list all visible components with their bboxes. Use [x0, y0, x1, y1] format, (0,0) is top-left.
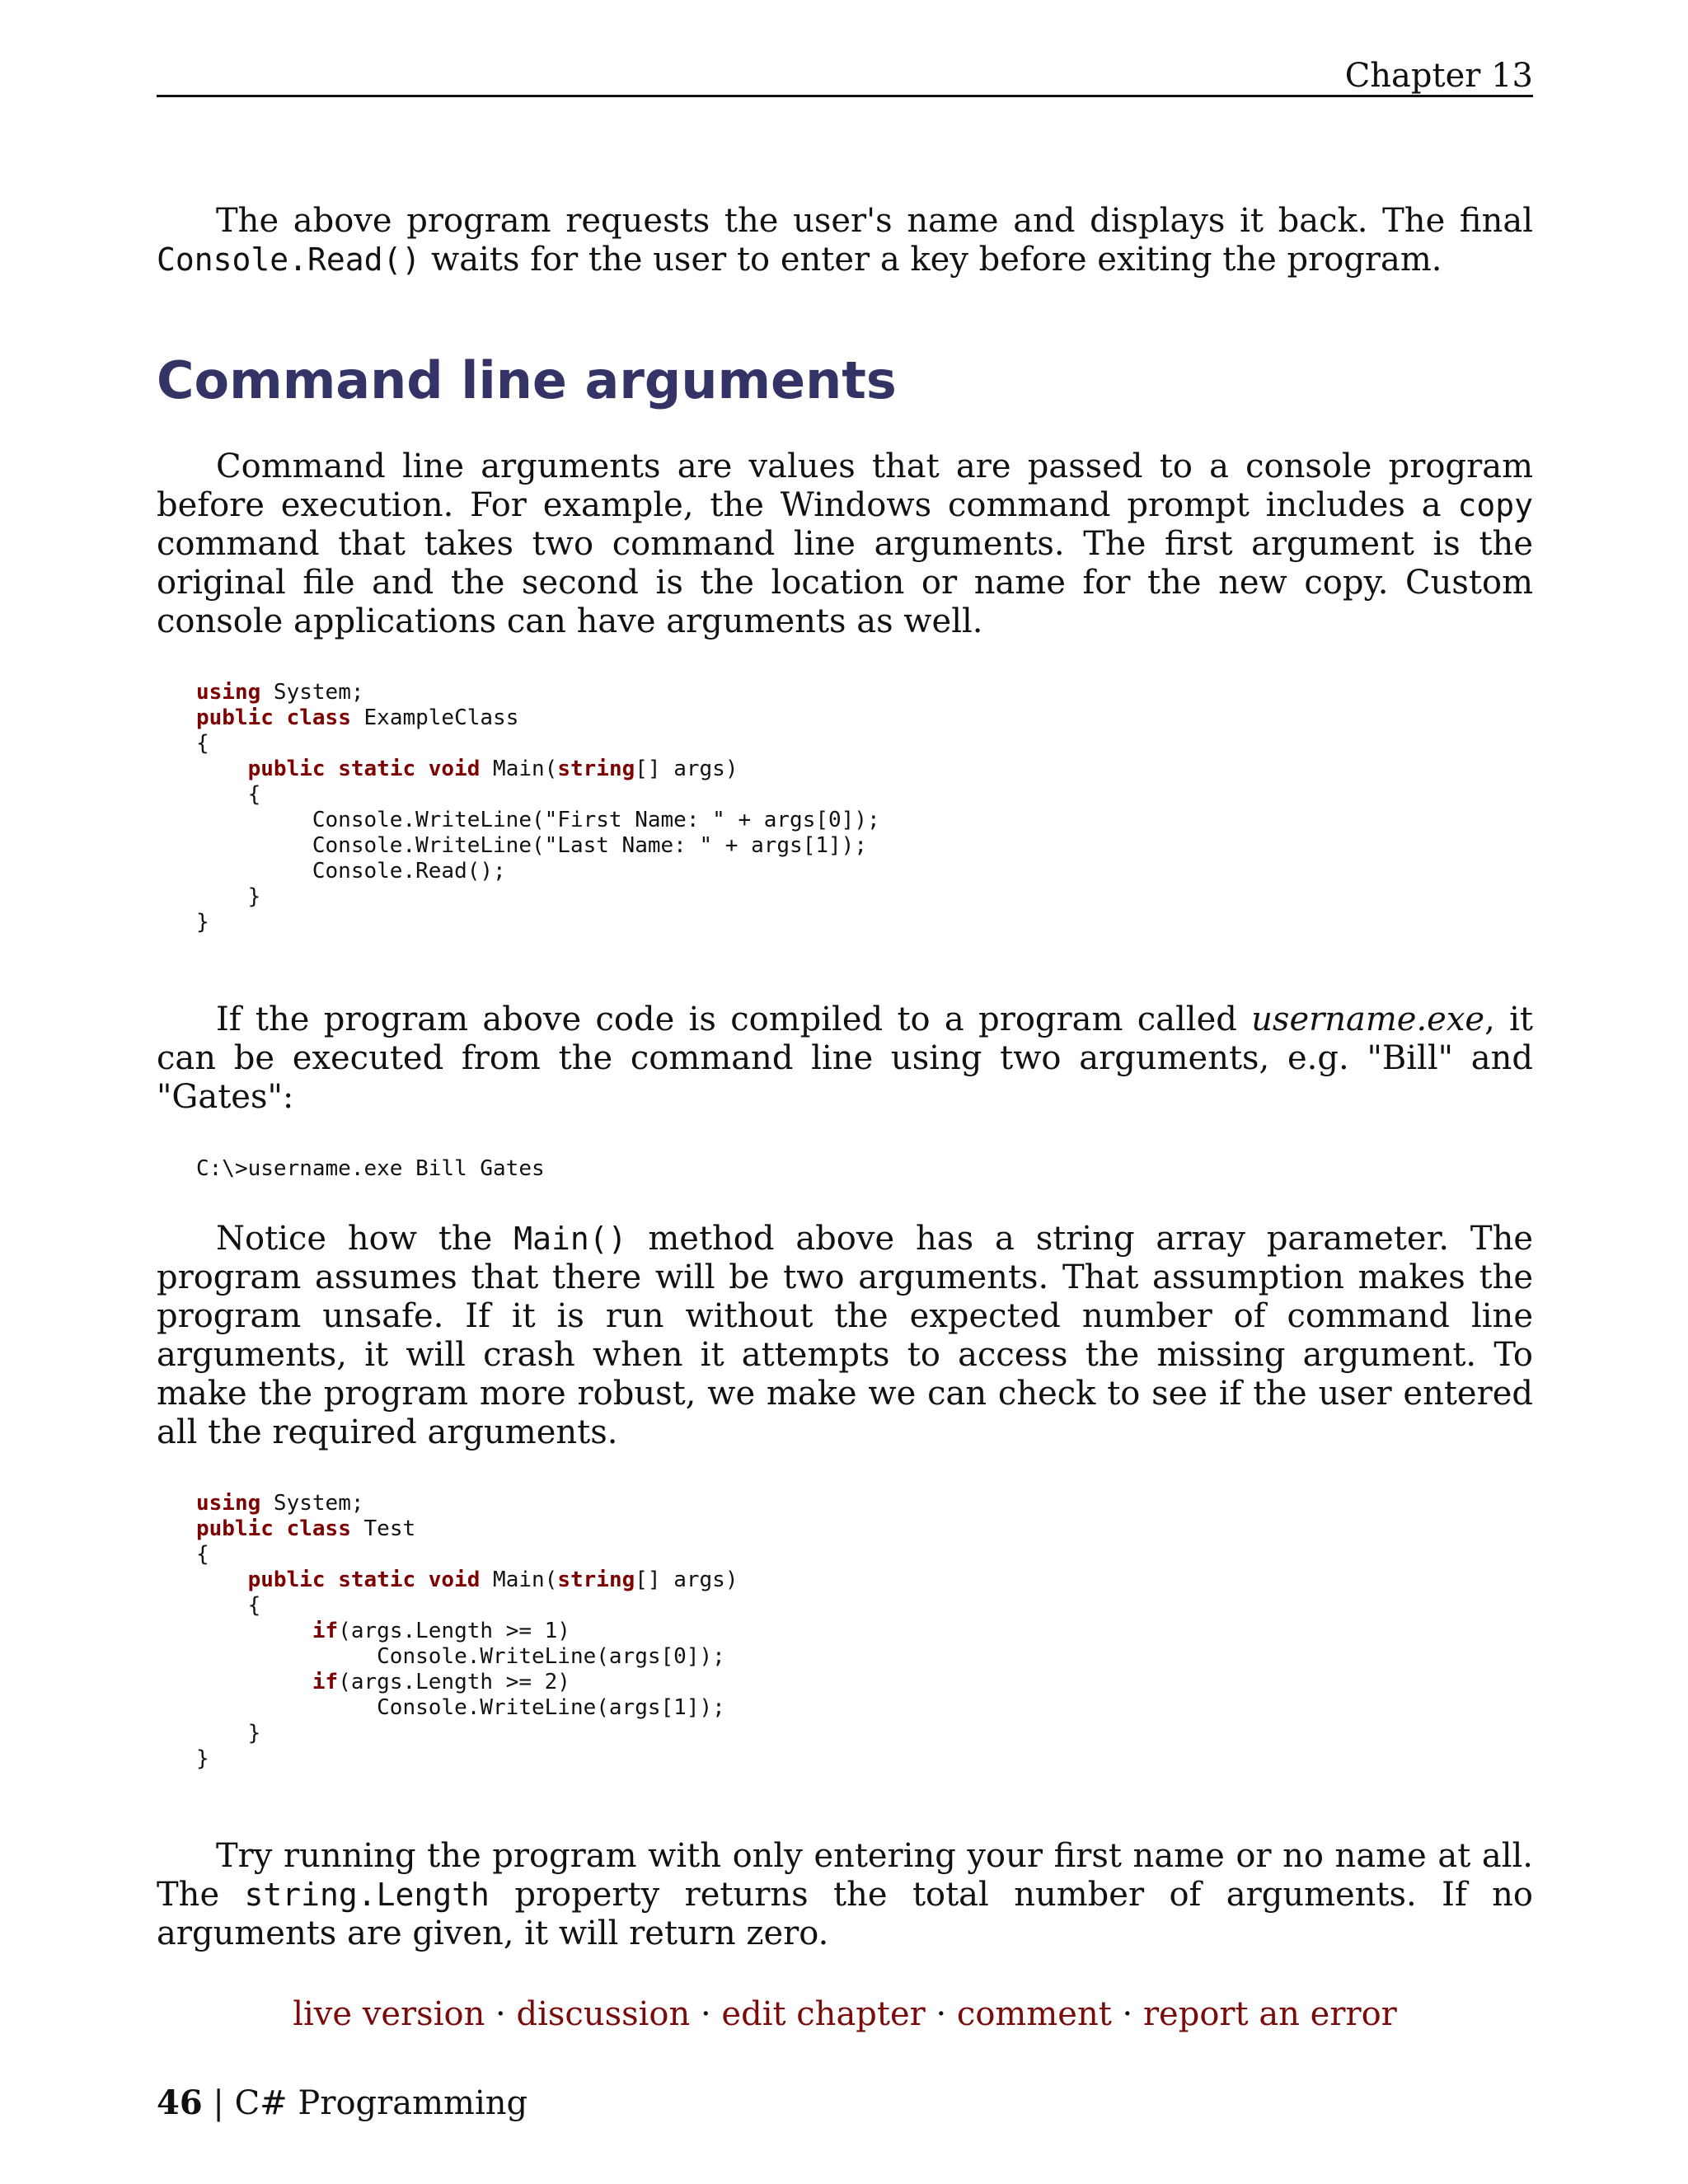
compile-text-b: , it can be executed from the command line using two arguments, e.g. "Bill" and "Gates":: [157, 1001, 1533, 1116]
code-line: [196, 1568, 738, 1592]
chapter-links: [157, 1993, 1533, 2036]
live-version-link[interactable]: live version: [293, 1995, 485, 2033]
footer-divider: |: [202, 2084, 235, 2122]
inline-code-copy: copy: [1457, 487, 1533, 523]
intro-paragraph: [157, 202, 1533, 279]
code-keyword: void: [428, 757, 481, 781]
length-paragraph: [157, 1837, 1533, 1953]
filename-emphasis: username.exe: [1251, 1001, 1485, 1038]
link-separator: ·: [925, 1995, 957, 2033]
code-text: Main(: [480, 1568, 558, 1592]
code-text: [274, 705, 287, 730]
code-keyword: public: [196, 1516, 274, 1541]
code-text: [196, 1670, 312, 1694]
code-text: Console.Read();: [196, 859, 506, 883]
code-line: [196, 1695, 725, 1720]
intro-text-a: The above program requests the user's name and displays it back. The final: [216, 202, 1533, 240]
report-error-link[interactable]: report an error: [1142, 1995, 1397, 2033]
code-text: Test: [350, 1516, 416, 1541]
code-line: [196, 833, 867, 858]
code-keyword: void: [428, 1568, 481, 1592]
inline-code-main: Main(): [513, 1221, 627, 1257]
code-keyword: if: [312, 1619, 339, 1643]
code-line: [196, 757, 738, 781]
code-keyword: static: [338, 1568, 416, 1592]
code-keyword: string: [557, 757, 635, 781]
code-keyword: if: [312, 1670, 339, 1694]
link-separator: ·: [690, 1995, 722, 2033]
inline-code-console-read: Console.Read(): [157, 241, 421, 278]
code-line: [196, 1619, 570, 1643]
code-line: [196, 705, 518, 730]
code-block-example-class: [196, 680, 880, 935]
length-text-b: property returns the total number of arguments. If no arguments are given, it will return zero.: [157, 1876, 1534, 1952]
code-text: {: [196, 731, 209, 756]
code-text: Console.WriteLine(args[0]);: [196, 1644, 725, 1669]
code-text: ExampleClass: [350, 705, 519, 730]
code-line: [196, 782, 260, 807]
command-line-example: C:\>username.exe Bill Gates: [196, 1156, 545, 1181]
code-text: Console.WriteLine(args[1]);: [196, 1695, 725, 1720]
page-footer: [157, 2082, 528, 2125]
book-title: C# Programming: [234, 2084, 528, 2122]
page-number: 46: [157, 2083, 203, 2122]
code-line: [196, 680, 364, 705]
code-text: [196, 757, 248, 781]
inline-code-string-length: string.Length: [244, 1877, 490, 1913]
code-text: [415, 1568, 429, 1592]
code-text: }: [196, 1721, 261, 1746]
arguments-text-a: Command line arguments are values that are passed to a console program before execution. For example, the Windows command prompt includes a: [157, 448, 1533, 524]
code-text: }: [196, 1746, 209, 1771]
code-line: [196, 1644, 725, 1669]
code-line: [196, 859, 506, 883]
code-text: [326, 1568, 339, 1592]
code-keyword: public: [247, 757, 326, 781]
code-line: [196, 1746, 209, 1771]
code-text: (args.Length >= 2): [338, 1670, 570, 1694]
code-text: Console.WriteLine("Last Name: " + args[1]);: [196, 833, 867, 858]
code-text: [326, 757, 339, 781]
arguments-paragraph: [157, 448, 1533, 641]
code-text: [196, 1619, 312, 1643]
arguments-text-b: command that takes two command line arguments. The first argument is the original file and the second is the location or name for the new copy. Custom console applications can have arguments as well.: [157, 525, 1533, 640]
code-line: [196, 731, 209, 756]
code-line: [196, 1491, 364, 1516]
code-line: [196, 884, 260, 909]
compile-text-a: If the program above code is compiled to a program called: [216, 1001, 1252, 1038]
main-method-paragraph: [157, 1220, 1533, 1452]
code-text: [] args): [635, 757, 738, 781]
running-header-chapter: Chapter 13: [1344, 57, 1533, 95]
code-text: [274, 1516, 287, 1541]
comment-link[interactable]: comment: [956, 1995, 1112, 2033]
intro-text-b: waits for the user to enter a key before exiting the program.: [420, 241, 1442, 279]
code-text: {: [196, 782, 261, 807]
code-text: }: [196, 910, 209, 935]
code-text: }: [196, 884, 261, 909]
code-text: [] args): [635, 1568, 738, 1592]
code-keyword: public: [196, 705, 274, 730]
code-text: (args.Length >= 1): [338, 1619, 570, 1643]
code-text: {: [196, 1593, 261, 1618]
code-text: System;: [260, 1491, 364, 1516]
code-line: [196, 1516, 415, 1541]
code-line: [196, 1542, 209, 1567]
code-line: [196, 1670, 570, 1694]
code-line: [196, 808, 880, 832]
code-text: Console.WriteLine("First Name: " + args[0]);: [196, 808, 880, 832]
code-text: {: [196, 1542, 209, 1567]
code-text: [415, 757, 429, 781]
section-heading: Command line arguments: [157, 350, 897, 410]
code-keyword: string: [557, 1568, 635, 1592]
code-keyword: class: [286, 1516, 351, 1541]
link-separator: ·: [1111, 1995, 1143, 2033]
code-keyword: class: [286, 705, 351, 730]
code-text: System;: [260, 680, 364, 705]
compile-paragraph: [157, 1001, 1533, 1117]
code-keyword: static: [338, 757, 416, 781]
code-text: Main(: [480, 757, 558, 781]
code-keyword: using: [196, 1491, 261, 1516]
code-line: [196, 1721, 260, 1746]
code-block-test-class: [196, 1491, 738, 1772]
link-separator: ·: [485, 1995, 517, 2033]
code-line: [196, 1593, 260, 1618]
discussion-link[interactable]: discussion: [516, 1995, 691, 2033]
code-keyword: public: [247, 1568, 326, 1592]
header-rule: [157, 95, 1533, 97]
main-method-text-b: method above has a string array parameter. The program assumes that there will be two arguments. That assumption makes the program unsafe. If it is run without the expected number of command line arguments, it will crash when it attempts to access the missing argument. To make the program more robust, we make we can check to see if the user entered all the required arguments.: [157, 1220, 1534, 1451]
main-method-text-a: Notice how the: [216, 1220, 514, 1258]
code-keyword: using: [196, 680, 261, 705]
length-text-a: Try running the program with only entering your first name or no name at all. The: [157, 1837, 1533, 1914]
code-line: [196, 910, 209, 935]
code-text: [196, 1568, 248, 1592]
edit-chapter-link[interactable]: edit chapter: [721, 1995, 926, 2033]
